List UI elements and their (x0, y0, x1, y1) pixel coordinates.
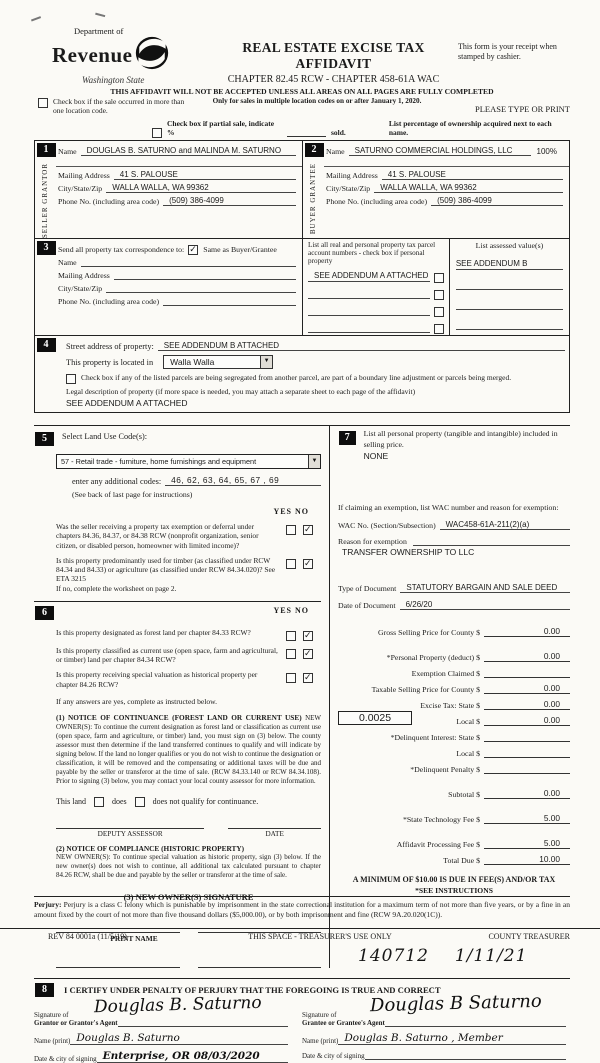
buyer-name-field[interactable]: SATURNO COMMERCIAL HOLDINGS, LLC (349, 146, 531, 156)
section-3 (35, 238, 569, 335)
reason-exemption-value[interactable]: TRANSFER OWNERSHIP TO LLC (342, 547, 475, 558)
section-6-number: 6 (35, 606, 54, 620)
fee-label: *Personal Property (deduct) $ (386, 653, 480, 663)
fees-section (338, 626, 570, 895)
date-of-document-field[interactable]: 6/26/20 (400, 600, 570, 610)
seller-mailing-label: Mailing Address (58, 171, 110, 180)
s3-city-field[interactable] (106, 283, 296, 293)
deputy-assessor-label: DEPUTY ASSESSOR (56, 828, 204, 838)
grantor-signature: Douglas B. Saturno (93, 993, 262, 1018)
seller-city-label: City/State/Zip (58, 184, 103, 193)
form-title: REAL ESTATE EXCISE TAX AFFIDAVIT (242, 40, 425, 71)
date-of-document-label: Date of Document (338, 601, 396, 611)
type-of-document-field[interactable]: STATUTORY BARGAIN AND SALE DEED (400, 583, 570, 593)
personal-property-checkbox-3[interactable] (434, 307, 444, 317)
treasurer-space-label: THIS SPACE - TREASURER'S USE ONLY (248, 932, 392, 941)
additional-codes-field[interactable]: 46, 62, 63, 64, 65, 67 , 69 (165, 475, 321, 486)
buyer-percent[interactable]: 100% (536, 147, 557, 156)
parcel-field-4[interactable] (308, 322, 430, 333)
seller-phone-field[interactable]: (509) 386-4099 (163, 196, 296, 206)
ownership-note: List percentage of ownership acquired next to each name. (388, 119, 552, 137)
land-use-dropdown-value: 57 - Retail trade - furniture, home furnishings and equipment (61, 457, 257, 467)
subtotal-field[interactable]: 0.00 (484, 788, 570, 799)
buyer-mailing-label: Mailing Address (326, 171, 378, 180)
perjury-text: Perjury is a class C felony which is punishable by imprisonment in the state correctional institution for a maximum term of not more than five years, or by a fine in an amount fixed by the court of not more than five thousand dollars ($5,000.00), or by both imprisonment and fine (RCW 9A.20.020(1C)). (34, 900, 570, 919)
divider (56, 158, 302, 167)
assessed-field-4[interactable] (456, 319, 563, 330)
street-address-label: Street address of property: (66, 342, 154, 352)
dor-logo (34, 26, 209, 85)
fee-label: Gross Selling Price for County $ (377, 628, 480, 638)
fee-label: Taxable Selling Price for County $ (371, 685, 480, 695)
s3-mailing-field[interactable] (114, 270, 296, 280)
timber-yes-checkbox[interactable] (286, 559, 296, 569)
see-instructions-note: *SEE INSTRUCTIONS (415, 886, 493, 896)
certify-statement: I CERTIFY UNDER PENALTY OF PERJURY THAT THE FOREGOING IS TRUE AND CORRECT (64, 985, 441, 996)
section-4-number: 4 (37, 338, 56, 352)
if-yes-note: If any answers are yes, complete as instructed below. (56, 696, 218, 706)
additional-codes-label: enter any additional codes: (72, 477, 162, 487)
seller-name-label: Name (58, 147, 77, 156)
same-as-buyer-label: Same as Buyer/Grantee (203, 244, 277, 254)
does-qualify-checkbox[interactable] (94, 797, 104, 807)
wac-number-label: WAC No. (Section/Subsection) (338, 521, 436, 531)
fee-label: Excise Tax: State $ (420, 701, 480, 711)
grantor-date-city-field[interactable]: Enterprise, OR 08/03/2020 (97, 1050, 288, 1063)
grantee-signature-field[interactable] (385, 1017, 566, 1027)
question-current-use: Is this property classified as current use (open space, farm and agricultural, or timber) land per chapter 84.34 RCW? (56, 645, 278, 665)
section-7-number: 7 (339, 431, 356, 445)
historical-yes-checkbox[interactable] (286, 673, 296, 683)
multi-location-checkbox[interactable] (38, 98, 48, 108)
question-historical: Is this property receiving special valuation as historical property per chapter 84.26 RCW? (56, 670, 258, 689)
header (34, 26, 570, 85)
same-as-buyer-checkbox[interactable] (188, 245, 198, 255)
buyer-phone-label: Phone No. (including area code) (326, 197, 428, 206)
parcel-header: List all real and personal property tax parcel account numbers - check box if personal property (308, 241, 436, 266)
buyer-city-label: City/State/Zip (326, 184, 371, 193)
fee-label: Affidavit Processing Fee $ (396, 840, 480, 850)
section-8 (34, 978, 570, 1063)
total-due-field[interactable]: 10.00 (484, 854, 570, 865)
delinquent-interest-local-field[interactable] (484, 747, 570, 758)
revenue-swirl-icon (135, 36, 169, 75)
personal-property-value[interactable]: NONE (363, 451, 389, 462)
grantor-sig-label-2: Grantor or Grantor's Agent (34, 1019, 118, 1028)
grantor-date-city-label: Date & city of signing (34, 1055, 97, 1063)
section-1-number: 1 (37, 143, 56, 157)
wac-number-field[interactable]: WAC458-61A-211(2)(a) (440, 520, 570, 530)
chevron-down-icon[interactable]: ▼ (260, 356, 272, 368)
fee-label: Local $ (456, 749, 480, 759)
legal-description-value[interactable]: SEE ADDENDUM A ATTACHED (66, 398, 188, 409)
segregated-label: Check box if any of the listed parcels are being segregated from another parcel, are part of a boundary line adjustment or parcels being merged. (81, 373, 512, 383)
assessed-header: List assessed value(s) (475, 241, 544, 251)
excise-tax-state-field[interactable]: 0.00 (484, 699, 570, 710)
forest-yes-checkbox[interactable] (286, 631, 296, 641)
logo-dept-text: Department of (74, 26, 124, 36)
buyer-grantee-label: BUYER GRANTEE (308, 163, 317, 235)
section-2-number: 2 (305, 143, 324, 157)
exemption-claimed-field[interactable] (484, 667, 570, 678)
parties-box (34, 140, 570, 336)
fee-label: Exemption Claimed $ (411, 669, 480, 679)
exemption-intro: If claiming an exemption, list WAC number and reason for exemption: (338, 503, 559, 513)
multi-location-label: Check box if the sale occurred in more than one location code. (53, 97, 185, 115)
minimum-due-note: A MINIMUM OF $10.00 IS DUE IN FEE(S) AND/OR TAX (352, 875, 556, 885)
exemption-no-checkbox[interactable] (303, 525, 313, 535)
county-dropdown-value: Walla Walla (170, 357, 215, 368)
notice-1-title: (1) NOTICE OF CONTINUANCE (FOREST LAND OR CURRENT USE) (56, 712, 302, 722)
partial-percent-field[interactable] (287, 136, 326, 137)
s3-phone-label: Phone No. (including area code) (58, 297, 160, 307)
seller-phone-label: Phone No. (including area code) (58, 197, 160, 206)
personal-property-checkbox-4[interactable] (434, 324, 444, 334)
form-chapter: CHAPTER 82.45 RCW - CHAPTER 458-61A WAC (227, 74, 440, 85)
fee-label: *Delinquent Interest: State $ (390, 733, 480, 743)
assessed-field-2[interactable] (456, 279, 563, 290)
assessed-field-1[interactable]: SEE ADDENDUM B (456, 259, 563, 270)
reason-exemption-label: Reason for exemption (338, 537, 407, 547)
footer (0, 928, 600, 944)
grantor-name-print-field[interactable]: Douglas B. Saturno (70, 1032, 288, 1045)
personal-property-checkbox-1[interactable] (434, 273, 444, 283)
treasurer-stamp (358, 946, 527, 966)
parcel-field-3[interactable] (308, 305, 430, 316)
print-name-label: PRINT NAME (110, 934, 158, 944)
grantee-date-city-label: Date & city of signing (302, 1052, 365, 1061)
only-note: Only for sales in multiple location codes on or after January 1, 2020. (212, 97, 422, 105)
question-exemption: Was the seller receiving a property tax exemption or deferral under chapters 84.36, 84.37, or 84.38 RCW (nonprofit organization, senior citizen, or disabled person, homeowner with limited income)? (56, 522, 259, 550)
seller-name-field[interactable]: DOUGLAS B. SATURNO and MALINDA M. SATURNO (81, 146, 296, 156)
fee-label: *State Technology Fee $ (402, 815, 480, 825)
land-use-dropdown[interactable] (56, 454, 321, 469)
assessed-field-3[interactable] (456, 299, 563, 310)
personal-property-label: List all personal property (tangible and intangible) included in selling price. (363, 429, 558, 449)
stamp-number: 140712 (358, 946, 429, 966)
seller-grantor-label: SELLER GRANTOR (40, 163, 49, 239)
parcel-field-2[interactable] (308, 288, 430, 299)
fee-label: Total Due $ (443, 856, 480, 866)
buyer-section (302, 141, 569, 238)
notice-2-title: (2) NOTICE OF COMPLIANCE (HISTORIC PROPERTY) (56, 843, 245, 853)
grantee-name-print-field[interactable]: Douglas B. Saturno , Member (338, 1032, 566, 1045)
left-column (34, 426, 330, 968)
forest-no-checkbox[interactable] (303, 631, 313, 641)
personal-property-checkbox-2[interactable] (434, 290, 444, 300)
logo-revenue-text: Revenue (52, 43, 133, 67)
type-or-print: PLEASE TYPE OR PRINT (474, 104, 570, 114)
section-5-number: 5 (35, 432, 54, 446)
does-not-qualify-checkbox[interactable] (135, 797, 145, 807)
grantor-sig-label-1: Signature of (34, 1011, 69, 1020)
delinquent-interest-state-field[interactable] (484, 731, 570, 742)
section-3-number: 3 (37, 241, 56, 255)
see-back-note: (See back of last page for instructions) (72, 490, 193, 500)
section-8-number: 8 (35, 983, 54, 997)
send-correspondence-label: Send all property tax correspondence to: (58, 244, 185, 254)
does-label: does (112, 796, 127, 806)
timber-no-checkbox[interactable] (303, 559, 313, 569)
grantor-signature-field[interactable] (118, 1017, 288, 1027)
grantee-name-print-label: Name (print) (302, 1037, 339, 1046)
street-address-field[interactable]: SEE ADDENDUM B ATTACHED (158, 341, 565, 351)
county-dropdown[interactable] (163, 355, 273, 369)
chevron-down-icon[interactable]: ▼ (308, 455, 320, 468)
new-owner-signature-field-3[interactable] (56, 957, 180, 968)
type-of-document-label: Type of Document (338, 584, 397, 594)
new-owner-signature-title: (3) NEW OWNER(S) SIGNATURE (123, 892, 254, 903)
partial-sale-checkbox[interactable] (152, 128, 162, 138)
land-use-label: Select Land Use Code(s): (62, 432, 148, 442)
seller-mailing-field[interactable]: 41 S. PALOUSE (114, 170, 296, 180)
form-rev-number: REV 84 0001a (11/5/19) (48, 932, 127, 941)
s3-city-label: City/State/Zip (58, 284, 103, 294)
grantee-date-city-field[interactable] (365, 1050, 566, 1060)
reason-line[interactable] (413, 536, 570, 546)
local-rate-box: 0.0025 (338, 711, 412, 725)
assessor-date-label: DATE (228, 828, 321, 838)
does-not-label: does not qualify for continuance. (152, 796, 259, 806)
current-use-no-checkbox[interactable] (303, 649, 313, 659)
located-in-label: This property is located in (66, 357, 154, 367)
grantee-signature-block (302, 991, 570, 1063)
question-forest-land: Is this property designated as forest land per chapter 84.33 RCW? (56, 627, 251, 637)
fee-label: Local $ (456, 717, 480, 727)
grantee-signature: Douglas B Saturno (369, 991, 542, 1017)
section-4 (34, 336, 570, 413)
new-owner-signature-field-4[interactable] (198, 957, 322, 968)
grantee-sig-label-1: Signature of (302, 1011, 337, 1020)
yes-no-header-6: YES NO (273, 605, 309, 615)
buyer-name-label: Name (326, 147, 345, 156)
seller-section (35, 141, 302, 238)
grantor-signature-block (34, 993, 302, 1063)
stamp-date: 1/11/21 (454, 946, 528, 966)
perjury-label: Perjury: (34, 900, 62, 909)
excise-tax-local-field[interactable]: 0.00 (484, 715, 570, 726)
state-technology-fee-field[interactable]: 5.00 (484, 813, 570, 824)
notice-2-body: NEW OWNER(S): To continue special valuation as historic property, sign (3) below. If the new owner(s) does not wish to continue, all additional tax calculated pursuant to chapter 84.26 RCW, shall be due and payable by the seller or transferor at the time of sale. (56, 853, 321, 880)
s3-phone-field[interactable] (163, 296, 296, 306)
historical-no-checkbox[interactable] (303, 673, 313, 683)
partial-sale-label: Check box if partial sale, indicate % (167, 119, 275, 137)
warning-line: THIS AFFIDAVIT WILL NOT BE ACCEPTED UNLESS ALL AREAS ON ALL PAGES ARE FULLY COMPLETED (110, 87, 494, 96)
sold-label: sold. (331, 128, 346, 137)
yes-no-header-5: YES NO (273, 507, 309, 517)
seller-city-field[interactable]: WALLA WALLA, WA 99362 (106, 183, 296, 193)
divider (324, 158, 569, 167)
logo-state-text: Washington State (82, 75, 145, 85)
s3-mailing-label: Mailing Address (58, 271, 110, 281)
perjury-note (34, 896, 570, 920)
current-use-yes-checkbox[interactable] (286, 649, 296, 659)
exemption-yes-checkbox[interactable] (286, 525, 296, 535)
gross-selling-price-field[interactable]: 0.00 (484, 626, 570, 637)
delinquent-penalty-field[interactable] (484, 763, 570, 774)
grantee-sig-label-2: Grantee or Grantee's Agent (302, 1019, 385, 1028)
question-timber-note: If no, complete the worksheet on page 2. (56, 583, 177, 593)
s3-name-label: Name (58, 258, 77, 268)
affidavit-processing-fee-field[interactable]: 5.00 (484, 838, 570, 849)
personal-property-deduct-field[interactable]: 0.00 (484, 651, 570, 662)
buyer-city-field[interactable]: WALLA WALLA, WA 99362 (374, 183, 563, 193)
receipt-note: This form is your receipt when stamped by cashier. (458, 42, 557, 62)
parcel-field-1[interactable]: SEE ADDENDUM A ATTACHED (308, 271, 430, 282)
question-timber: Is this property predominantly used for timber (as classified under RCW 84.34 and 84.33) or agriculture (as classified under RCW 84.34.020)? See ETA 3215 (56, 555, 276, 584)
this-land-label: This land (56, 796, 86, 806)
taxable-selling-price-field[interactable]: 0.00 (484, 683, 570, 694)
notice-1-body: NEW OWNER(S): To continue the current designation as forest land or classification as current use (open space, farm and agriculture, or timber) land, you must sign on (3) below. The county assessor must then determine if the land transferred continues to qualify and will indicate by signing below. If the land no longer qualifies or you do not wish to continue the designation or classification, it will be removed and the compensating or additional taxes will be due and payable by the seller or transferor at the time of sale. (RCW 84.33.140 or RCW 84.34.108). Prior to signing (3) below, you may contact your local county assessor for more information. (56, 713, 322, 785)
legal-description-label: Legal description of property (if more space is needed, you may attach a separate sheet to each page of the affidavit) (66, 387, 416, 397)
s3-name-field[interactable] (81, 257, 296, 267)
buyer-phone-field[interactable]: (509) 386-4099 (431, 196, 563, 206)
segregated-checkbox[interactable] (66, 374, 76, 384)
county-treasurer-label: COUNTY TREASURER (488, 932, 570, 941)
fee-label: Subtotal $ (448, 790, 480, 800)
grantor-name-print-label: Name (print) (34, 1037, 71, 1046)
buyer-mailing-field[interactable]: 41 S. PALOUSE (382, 170, 563, 180)
fee-label: *Delinquent Penalty $ (410, 765, 480, 775)
right-column (330, 426, 570, 968)
